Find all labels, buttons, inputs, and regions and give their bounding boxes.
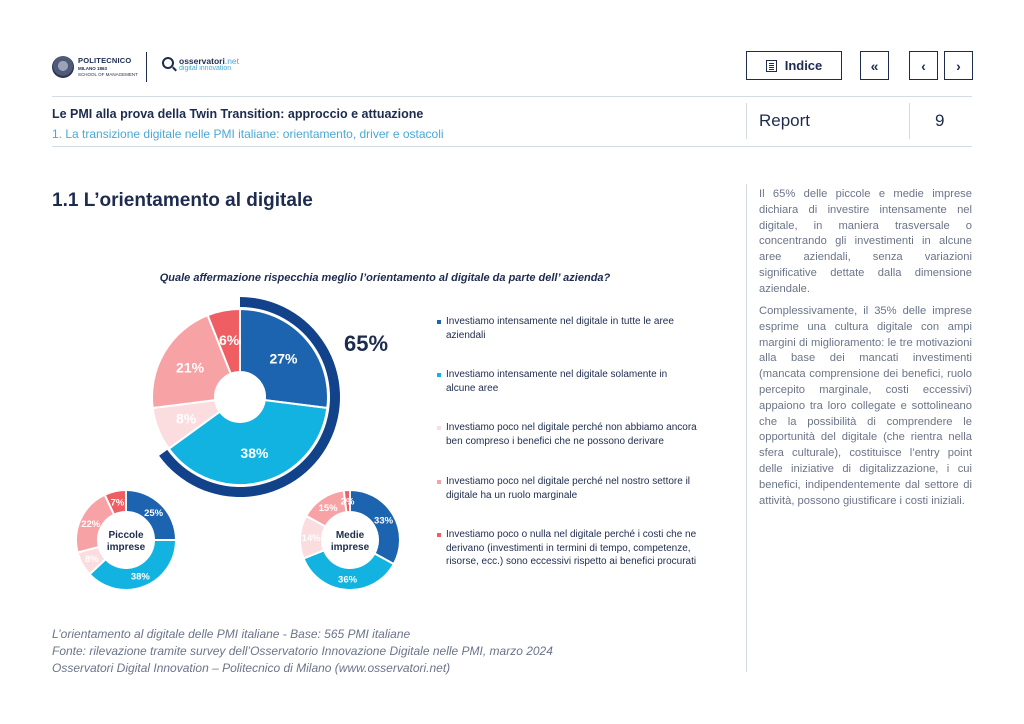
donut-main-label-2: 38% bbox=[240, 445, 269, 462]
legend-label-4: Investiamo poco nel digitale perché nel nostro settore il digitale ha un ruolo marginale bbox=[446, 476, 691, 501]
caption-line-2: Fonte: rilevazione tramite survey dell’Osservatorio Innovazione Digitale nelle PMI, marzo 2024 bbox=[52, 644, 553, 658]
donut-piccole-center-label-2: imprese bbox=[106, 542, 146, 553]
donut-medie-label-3: 14% bbox=[301, 532, 321, 544]
polimi-logo-line1: POLITECNICO bbox=[78, 56, 132, 65]
header-divider-left bbox=[746, 103, 747, 139]
legend-swatch-5 bbox=[437, 533, 441, 537]
list-icon bbox=[766, 60, 777, 72]
osservatori-name: osservatori bbox=[179, 56, 225, 66]
legend-item-2 bbox=[437, 368, 699, 395]
polimi-logo-line3: SCHOOL OF MANAGEMENT bbox=[78, 72, 138, 77]
figure-caption bbox=[52, 626, 553, 677]
document-subtitle: 1. La transizione digitale nelle PMI italiane: orientamento, driver e ostacoli bbox=[52, 127, 444, 141]
donut-piccole-label-5: 7% bbox=[110, 497, 125, 509]
sidebar-paragraph-2: Complessivamente, il 35% delle imprese esprime una cultura digitale con ampi margini di miglioramento: le tre motivazioni alla base dei mancati investimenti (mancata comprensione dei benefici, ruolo percepito marginale, costi eccessivi) appaiono tra loro collegate e sottolineano che la possibilità di comprendere le opportunità del digitale (che rientra nella sfera culturale), costituisce l’entry point delle iniziative di digitalizzazione, i cui benefici, indipendentemente dal settore di attività, possono giustificare i costi iniziali. bbox=[759, 305, 972, 507]
highlight-value-label: 65% bbox=[344, 331, 389, 356]
index-button-label: Indice bbox=[784, 58, 823, 73]
osservatori-domain: .net bbox=[224, 56, 240, 66]
legend-label-5: Investiamo poco o nulla nel digitale perché i costi che ne derivano (investimenti in termini di tempo, competenze, risorse, ecc.) sono eccessivi rispetto ai benefici procurati bbox=[446, 529, 697, 567]
donut-medie-label-5: 2% bbox=[340, 496, 355, 508]
report-label: Report bbox=[759, 111, 811, 130]
legend-swatch-2 bbox=[437, 373, 441, 377]
page-number: 9 bbox=[935, 111, 945, 130]
legend-swatch-1 bbox=[437, 320, 441, 324]
donut-piccole-label-1: 25% bbox=[144, 507, 164, 519]
donut-piccole-center-label-1: Piccole bbox=[108, 530, 144, 541]
donut-piccole-label-2: 38% bbox=[130, 571, 150, 583]
donut-medie-label-4: 15% bbox=[318, 503, 338, 515]
first-page-button[interactable]: « bbox=[860, 51, 889, 80]
document-title: Le PMI alla prova della Twin Transition: approccio e attuazione bbox=[52, 107, 424, 121]
legend-swatch-4 bbox=[437, 480, 441, 484]
previous-page-button[interactable]: ‹ bbox=[909, 51, 938, 80]
donut-medie-center-label-2: imprese bbox=[330, 542, 370, 553]
polimi-logo-line2: MILANO 1863 bbox=[78, 65, 108, 71]
legend-item-1 bbox=[437, 315, 699, 342]
legend-item-4 bbox=[437, 475, 699, 502]
caption-line-1: L’orientamento al digitale delle PMI italiane - Base: 565 PMI italiane bbox=[52, 627, 411, 641]
legend-label-2: Investiamo intensamente nel digitale solamente in alcune aree bbox=[446, 369, 668, 394]
index-button[interactable] bbox=[746, 51, 842, 80]
donut-medie-center-label-1: Medie bbox=[335, 530, 365, 541]
donut-medie-label-2: 36% bbox=[338, 574, 358, 586]
donut-main-label-4: 21% bbox=[176, 359, 205, 376]
caption-line-3: Osservatori Digital Innovation – Politecnico di Milano (www.osservatori.net) bbox=[52, 661, 451, 675]
legend-swatch-3 bbox=[437, 426, 441, 430]
osservatori-tagline: digital innovation bbox=[179, 65, 232, 72]
donut-main-label-3: 8% bbox=[175, 410, 197, 427]
sidebar-paragraph-1: Il 65% delle piccole e medie imprese dichiara di investire intensamente nel digitale, in maniera trasversale o concentrando gli investimenti in alcune aree aziendali, senza variazioni significative dettate dalla dimensione aziendale. bbox=[759, 188, 972, 295]
legend-item-3 bbox=[437, 421, 699, 448]
donut-piccole-label-4: 22% bbox=[81, 518, 101, 530]
next-page-button[interactable]: › bbox=[944, 51, 973, 80]
header-divider-right bbox=[909, 103, 910, 139]
legend-item-5 bbox=[437, 528, 699, 569]
sidebar-divider bbox=[746, 184, 747, 672]
legend-label-3: Investiamo poco nel digitale perché non abbiamo ancora ben compreso i benefici che ne possono derivare bbox=[446, 422, 697, 447]
donut-piccole-label-3: 8% bbox=[84, 554, 99, 566]
donut-main-label-1: 27% bbox=[269, 350, 298, 367]
donut-medie-label-1: 33% bbox=[374, 515, 394, 527]
donut-main-label-5: 6% bbox=[219, 332, 240, 349]
legend-label-1: Investiamo intensamente nel digitale in tutte le aree aziendali bbox=[446, 316, 674, 341]
section-title: 1.1 L’orientamento al digitale bbox=[52, 190, 313, 211]
chart-question: Quale affermazione rispecchia meglio l’orientamento al digitale da parte dell’ azienda? bbox=[159, 272, 611, 284]
